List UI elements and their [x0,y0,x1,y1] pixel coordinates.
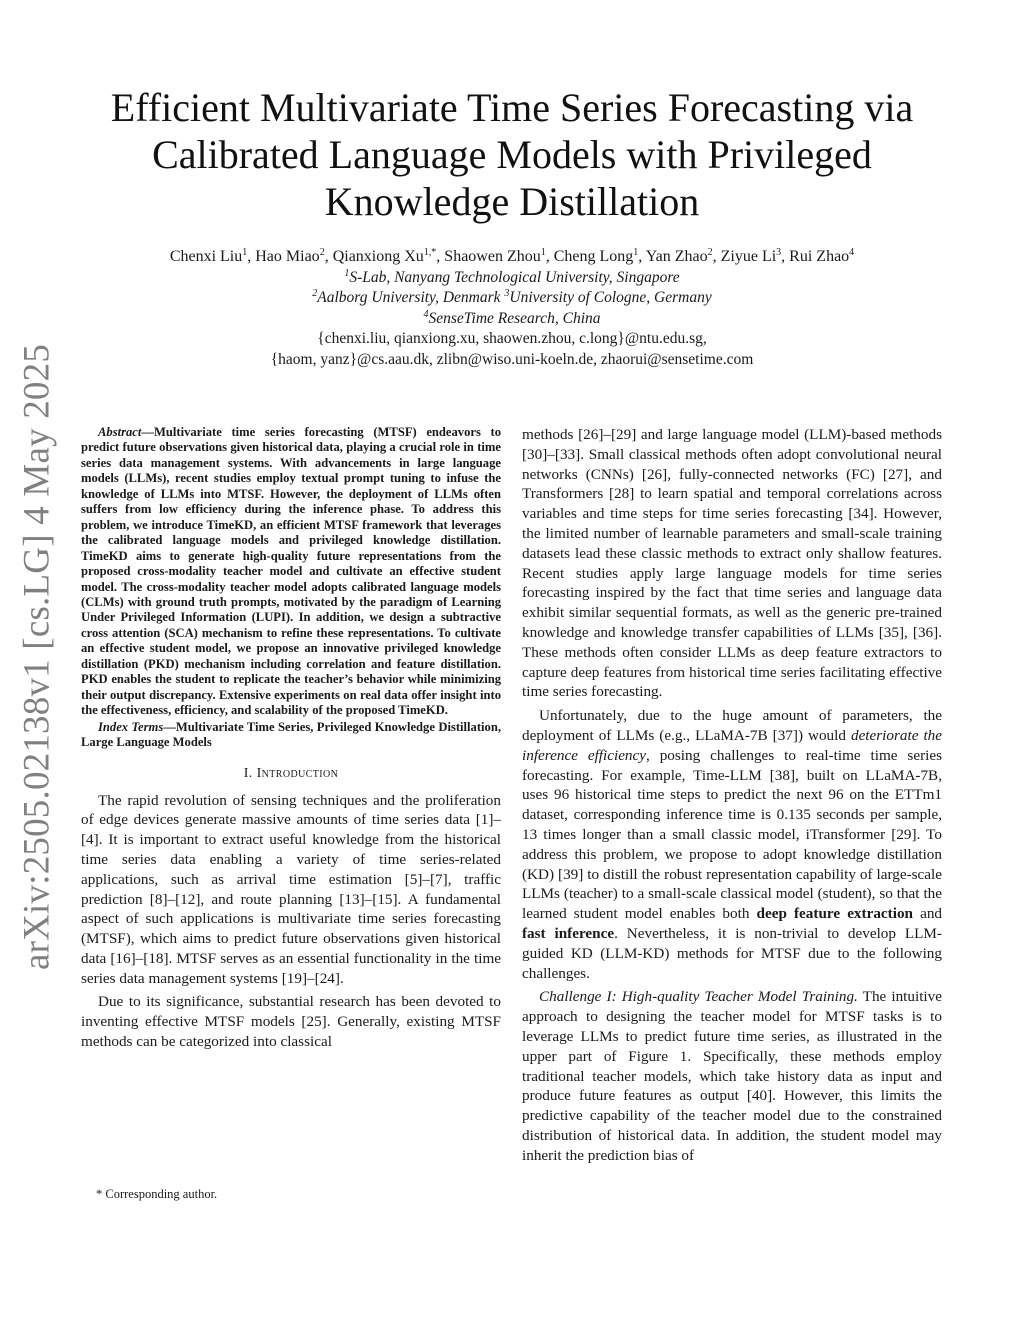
body-paragraph [522,987,942,1165]
abstract [81,425,501,719]
text-run: Unfortunately, due to the huge amount of parameters, the deployment of LLMs (e.g., LLaMA-7B [37]) would [522,707,942,744]
author-affiliation-marker: 1 [540,247,546,258]
author: Hao Miao$^2$ [255,247,325,265]
affiliation: S-Lab, Nanyang Technological University, Singapore [349,268,680,286]
title-line: Knowledge Distillation [324,179,700,224]
bold-text: fast inference [522,924,615,942]
abstract-label: Abstract [98,425,142,439]
affiliation-marker: 4 [423,308,429,320]
affiliation: University of Cologne, Germany [509,289,712,306]
body-paragraph: Due to its significance, substantial research has been devoted to inventing effective MTSF models [25]. Generally, existing MTSF methods can be categorized into classical [81,993,501,1051]
right-column [522,425,942,1165]
author: Shaowen Zhou$^1$ [444,247,546,265]
author: Ziyue Li$^3$ [720,247,782,265]
affiliation-line [60,288,964,309]
index-terms [81,720,501,751]
section-heading-introduction: I. Introduction [243,765,339,781]
title-line: Efficient Multivariate Time Series Forecasting via [110,85,914,130]
author-affiliation-marker: 3 [776,247,782,258]
affiliation-line [60,268,964,289]
body-paragraph [522,706,942,983]
affiliation-line [60,309,964,330]
arxiv-identifier-text: arXiv:2505.02138v1 [cs.LG] 4 May 2025 [16,343,58,971]
author-affiliation-marker: 2 [319,247,325,258]
author-affiliation-marker: 1 [633,247,639,258]
author-affiliation-marker: 2 [707,247,713,258]
text-run: . Nevertheless, it is non-trivial to develop LLM-guided KD (LLM-KD) methods for MTSF due to the following challenges. [522,924,942,982]
paper-title [90,84,934,225]
abstract-text: —Multivariate time series forecasting (MTSF) endeavors to predict future observations given historical data, playing a crucial role in time series data management systems. With advancements in large language models (LLMs), recent studies employ textual prompt tuning to infuse the knowledge of LLMs into MTSF. However, the deployment of LLMs often suffers from low efficiency during the inference phase. To address this problem, we introduce TimeKD, an efficient MTSF framework that leverages the calibrated language models and privileged knowledge distillation. TimeKD aims to generate high-quality future representations from the proposed cross-modality teacher model and cultivate an effective student model. The cross-modality teacher model adopts calibrated language models (CLMs) with ground truth prompts, motivated by the paradigm of Learning Under Privileged Information (LUPI). In addition, we design a subtractive cross attention (SCA) mechanism to refine these representations. To cultivate an effective student model, we propose an innovative privileged knowledge distillation (PKD) mechanism including correlation and feature distillation. PKD enables the student to replicate the teacher’s behavior while minimizing their output discrepancy. Extensive experiments on real data offer insight into the effectiveness, efficiency, and scalability of the proposed TimeKD. [81,425,501,718]
index-terms-text: —Multivariate Time Series, Privileged Knowledge Distillation, Large Language Models [81,719,501,750]
email-line: {chenxi.liu, qianxiong.xu, shaowen.zhou, c.long}@ntu.edu.sg, [317,330,707,347]
author: Rui Zhao$^4$ [789,247,855,265]
author: Chenxi Liu$^1$ [169,247,248,265]
affiliation: Aalborg University, Denmark [317,289,501,306]
affiliation: SenseTime Research, China [428,309,601,327]
author-affiliation-marker: 1 [242,247,248,258]
author-list: Chenxi Liu$^1$, Hao Miao$^2$, Qianxiong $Xu^{1,*}$, Shaowen Zhou$^1$, Cheng Long$^1$, Yan Zhao$^2$, Ziyue Li$^3$, Rui Zhao$^4$ [169,247,855,265]
index-terms-label: Index Terms [98,719,164,734]
author-block [60,247,964,370]
arxiv-identifier [8,343,66,971]
author-affiliation-marker: 4 [849,247,855,258]
author: Qianxiong $Xu^{1,*}$ [332,247,437,265]
body-paragraph: methods [26]–[29] and large language model (LLM)-based methods [30]–[33]. Small classical methods often adopt convolutional neural networks (CNNs) [26], fully-connected networks (FC) [27], and Transformers [28] to learn spatial and temporal correlations across variables and time steps for time series forecasting [34]. However, the limited number of learnable parameters and small-scale training datasets lead these classic methods to extract only shallow features. Recent studies apply large language models for time series forecasting inspired by the fact that time series and language data exhibit similar sequential formats, as well as the generic pre-trained knowledge and knowledge transfer capabilities of LLMs [35], [36]. These methods often consider LLMs as deep feature extractors to capture deep features from historical time series facilitating effective time series forecasting. [522,426,942,701]
title-block [90,84,934,225]
affiliation-marker: 1 [344,267,350,279]
author-affiliation-marker: 1,* [423,247,437,258]
affiliation-marker: 3 [504,288,510,299]
body-paragraph: The rapid revolution of sensing techniques and the proliferation of edge devices generate massive amounts of time series data [1]–[4]. It is important to extract useful knowledge from the historical time series data enabling a variety of time series-related applications, such as arrival time estimation [5]–[7], traffic prediction [8]–[12], and route planning [13]–[15]. A fundamental aspect of such applications is multivariate time series forecasting (MTSF), which aims to predict future observations given historical data [16]–[18]. MTSF serves as an essential functionality in the time series data management systems [19]–[24]. [81,791,501,987]
author: Yan Zhao$^2$ [645,247,713,265]
author: Cheng Long$^1$ [553,247,639,265]
text-run: and [912,905,943,923]
email-line: {haom, yanz}@cs.aau.dk, zlibn@wiso.uni-koeln.de, zhaorui@sensetime.com [270,350,754,368]
title-line: Calibrated Language Models with Privileged [152,132,872,177]
left-column [81,425,501,1052]
text-run: , posing challenges to real-time time series forecasting. For example, Time-LLM [38], built on LLaMA-7B, uses 96 historical time steps to predict the next 96 on the ETTm1 dataset, corresponding inference time is 0.135 seconds per sample, 13 times longer than a small classic model, iTransformer [29]. To address this problem, we propose to adopt knowledge distillation (KD) [39] to distill the robust representation capability of large-scale LLMs (teacher) to a small-scale classical model (student), so that the learned student model enables both [522,746,942,923]
footnote: * Corresponding author. [96,1187,218,1201]
affiliation-marker: 2 [312,288,318,299]
emphasis-text: deteriorate the inference efficiency [522,726,943,764]
text-run: The intuitive approach to designing the teacher model for MTSF tasks is to leverage LLMs to predict future time series, as illustrated in the upper part of Figure 1. Specifically, these methods employ traditional teacher models, which take history data as input and produce future features as output [40]. However, this limits the predictive capability of the teacher model due to the constrained distribution of historical data. In addition, the student model may inherit the prediction bias of [522,988,942,1164]
challenge-heading: Challenge I: High-quality Teacher Model Training. [539,988,858,1006]
bold-text: deep feature extraction [756,905,913,923]
